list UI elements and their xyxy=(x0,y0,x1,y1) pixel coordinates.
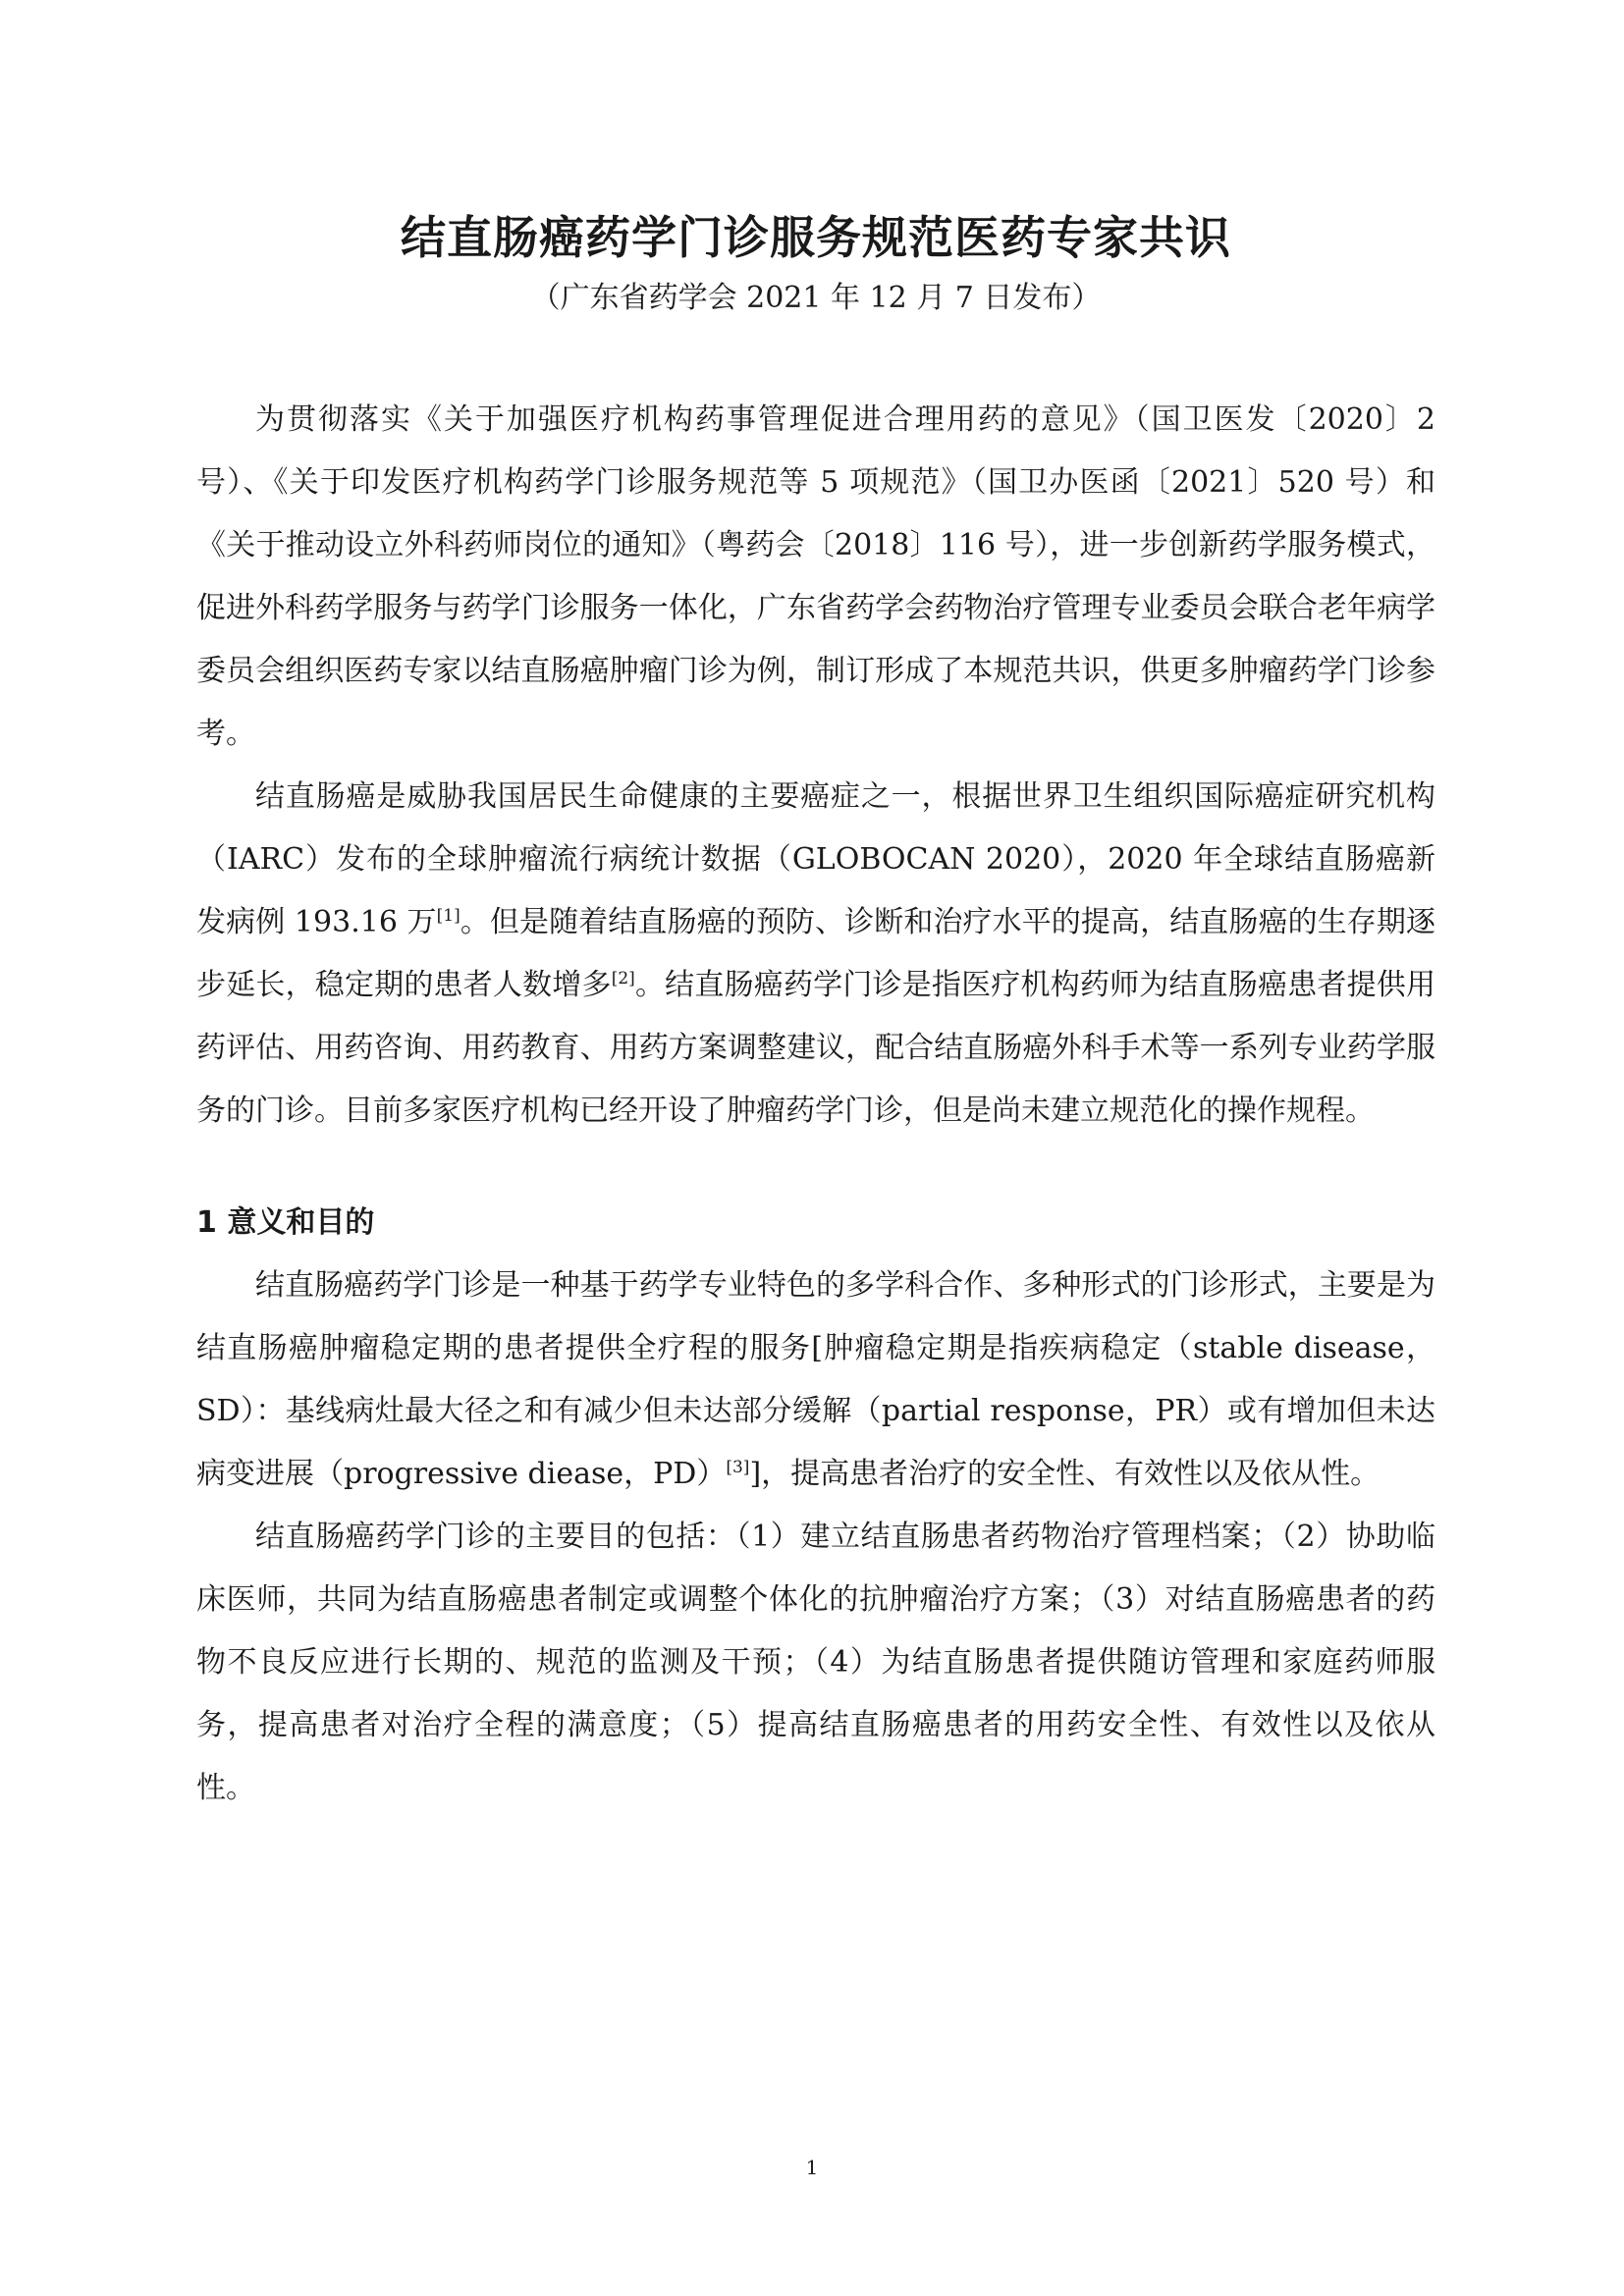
section1-paragraph-1 xyxy=(196,1255,1435,1506)
document-subtitle: （广东省药学会 2021 年 12 月 7 日发布） xyxy=(530,281,1102,315)
citation-ref-1: [1] xyxy=(436,906,460,926)
citation-ref-3: [3] xyxy=(726,1458,750,1477)
section-heading-1: 1 意义和目的 xyxy=(196,1205,375,1240)
intro-paragraph-2-part3: 。结直肠癌药学门诊是指医疗机构药师为结直肠癌患者提供用药评估、用药咨询、用药教育、用药方案调整建议，配合结直肠癌外科手术等一系列专业药学服务的门诊。目前多家医疗机构已经开设了肿瘤药学门诊，但是尚未建立规范化的操作规程。 xyxy=(196,968,1436,1128)
intro-paragraph-2-part2: 。但是随着结直肠癌的预防、诊断和治疗水平的提高，结直肠癌的生存期逐步延长，稳定期的患者人数增多 xyxy=(196,905,1435,1002)
intro-paragraph-2-part1: 结直肠癌是威胁我国居民生命健康的主要癌症之一，根据世界卫生组织国际癌症研究机构（IARC）发布的全球肿瘤流行病统计数据（GLOBOCAN 2020），2020 年全球结直肠癌新发病例 193.16 万 xyxy=(196,779,1435,939)
intro-paragraph-2 xyxy=(196,766,1435,1143)
document-page xyxy=(196,208,1435,1820)
section1-paragraph-1-part1: 结直肠癌药学门诊是一种基于药学专业特色的多学科合作、多种形式的门诊形式，主要是为结直肠癌肿瘤稳定期的患者提供全疗程的服务[肿瘤稳定期是指疾病稳定（stable disease，SD）：基线病灶最大径之和有减少但未达部分缓解（partial response，PR）或有增加但未达病变进展（progressive diease，PD） xyxy=(196,1268,1435,1491)
page-number: 1 xyxy=(805,2156,819,2179)
intro-paragraph-1: 为贯彻落实《关于加强医疗机构药事管理促进合理用药的意见》（国卫医发〔2020〕2 号）、《关于印发医疗机构药学门诊服务规范等 5 项规范》（国卫办医函〔2021〕520 号）和《关于推动设立外科药师岗位的通知》（粤药会〔2018〕116 号），进一步创新药学服务模式，促进外科药学服务与药学门诊服务一体化，广东省药学会药物治疗管理专业委员会联合老年病学委员会组织医药专家以结直肠癌肿瘤门诊为例，制订形成了本规范共识，供更多肿瘤药学门诊参考。 xyxy=(196,402,1435,751)
document-title: 结直肠癌药学门诊服务规范医药专家共识 xyxy=(401,211,1231,264)
section1-paragraph-2: 结直肠癌药学门诊的主要目的包括：（1）建立结直肠患者药物治疗管理档案；（2）协助临床医师，共同为结直肠癌患者制定或调整个体化的抗肿瘤治疗方案；（3）对结直肠癌患者的药物不良反应进行长期的、规范的监测及干预；（4）为结直肠患者提供随访管理和家庭药师服务，提高患者对治疗全程的满意度；（5）提高结直肠癌患者的用药安全性、有效性以及依从性。 xyxy=(196,1520,1435,1805)
citation-ref-2: [2] xyxy=(611,969,635,988)
section1-paragraph-1-part2: ]，提高患者治疗的安全性、有效性以及依从性。 xyxy=(749,1457,1380,1491)
